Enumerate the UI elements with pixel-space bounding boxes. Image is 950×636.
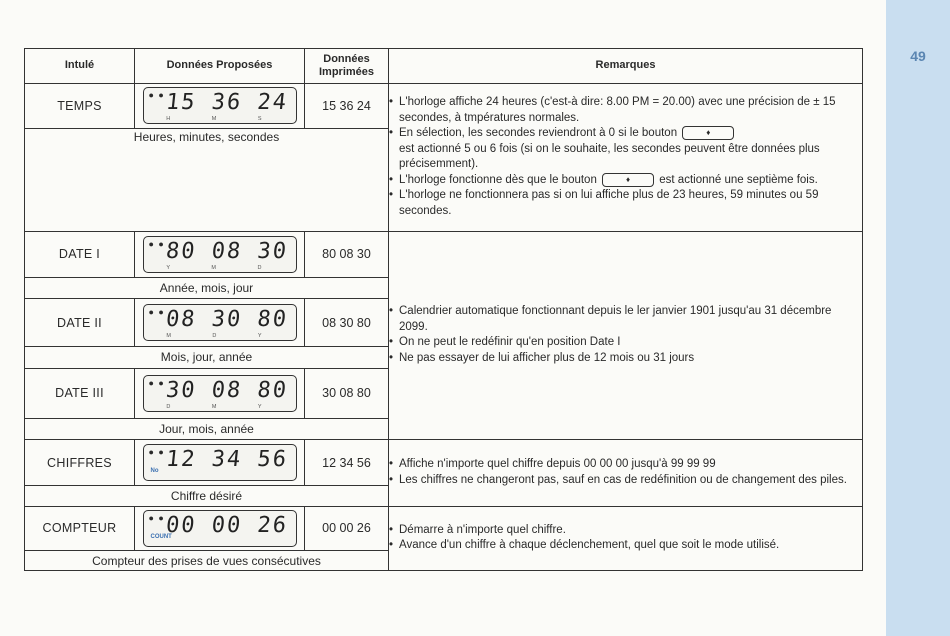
lcd-cell — [135, 231, 305, 277]
remark-item: • L'horloge fonctionne dès que le bouton ♦ est actionné une septième fois. — [389, 173, 818, 186]
lcd-indicator-icon: ● ● — [148, 447, 165, 458]
lcd-cell — [135, 83, 305, 128]
lcd-indicator-icon: ● ● — [148, 307, 165, 318]
row-description: Chiffre désiré — [25, 486, 389, 506]
row-description: Heures, minutes, secondes — [25, 128, 389, 231]
row-description: Compteur des prises de vues consécutives — [25, 551, 389, 571]
table-row — [25, 231, 863, 277]
header-label: Intulé — [25, 49, 135, 84]
remark-text: On ne peut le redéfinir qu'en position Date I — [399, 336, 621, 349]
remark-text: est actionné 5 ou 6 fois (si on le souhaite, les secondes peuvent être données plus précisemment). — [399, 142, 820, 171]
row-label: DATE II — [25, 299, 135, 347]
header-printed-line1: Données — [323, 52, 370, 65]
remark-item: • L'horloge ne fonctionnera pas si on lui affiche plus de 23 heures, 59 minutes ou 59 secondes. — [389, 189, 819, 217]
lcd-cell — [135, 368, 305, 418]
lcd-cell — [135, 440, 305, 486]
remark-item: • Ne pas essayer de lui afficher plus de 12 mois ou 31 jours — [389, 351, 695, 364]
header-proposed: Données Proposées — [135, 49, 305, 84]
remark-text: Ne pas essayer de lui afficher plus de 12 mois ou 31 jours — [399, 351, 695, 364]
remark-item: • Les chiffres ne changeront pas, sauf en cas de redéfinition ou de changement des piles. — [389, 473, 847, 486]
row-description: Jour, mois, année — [25, 418, 389, 439]
lcd-indicator-icon: ● ● — [148, 90, 165, 101]
page-number: 49 — [910, 48, 926, 64]
lcd-indicator-icon: ● ● — [148, 377, 165, 388]
remark-text: En sélection, les secondes reviendront à 0 si le bouton — [399, 127, 678, 140]
remarks-cell — [389, 83, 863, 231]
row-label: DATE III — [25, 368, 135, 418]
remark-text: L'horloge ne fonctionnera pas si on lui affiche plus de 23 heures, 59 minutes ou 59 secondes. — [399, 189, 819, 217]
row-label: CHIFFRES — [25, 440, 135, 486]
lcd-tag: COUNT — [150, 533, 172, 540]
printed-value: 00 00 26 — [305, 506, 389, 551]
remark-item: • Avance d'un chiffre à chaque déclenchement, quel que soit le mode utilisé. — [389, 539, 780, 552]
printed-value: 08 30 80 — [305, 299, 389, 347]
remark-text: Démarre à n'importe quel chiffre. — [399, 523, 566, 536]
lcd-digits: 08 30 80 — [164, 307, 289, 333]
row-description: Année, mois, jour — [25, 277, 389, 298]
printed-value: 80 08 30 — [305, 231, 389, 277]
lcd-digits: 80 08 30 — [164, 238, 289, 264]
table-row — [25, 506, 863, 551]
lcd-units: M D Y — [166, 333, 282, 340]
lcd-indicator-icon: ● ● — [148, 238, 165, 249]
remark-text: Avance d'un chiffre à chaque déclenchement, quel que soit le mode utilisé. — [399, 539, 780, 552]
row-label: COMPTEUR — [25, 506, 135, 551]
header-remarks: Remarques — [389, 49, 863, 84]
printed-value: 12 34 56 — [305, 440, 389, 486]
lcd-digits: 15 36 24 — [164, 90, 289, 116]
data-display-table — [24, 48, 863, 571]
table-header-row — [25, 49, 863, 84]
lcd-cell — [135, 299, 305, 347]
printed-value: 15 36 24 — [305, 83, 389, 128]
remark-text: Calendrier automatique fonctionnant depuis le ler janvier 1901 jusqu'au 31 décembre 2099. — [399, 305, 832, 333]
remark-text: est actionné une septième fois. — [659, 173, 818, 186]
row-description: Mois, jour, année — [25, 347, 389, 368]
remark-item: • Démarre à n'importe quel chiffre. — [389, 523, 566, 536]
lcd-digits: 30 08 80 — [164, 377, 289, 403]
table-row — [25, 83, 863, 128]
remark-item: • L'horloge affiche 24 heures (c'est-à dire: 8.00 PM = 20.00) avec une précision de ± 15 secondes, à tmpératures normales. — [389, 96, 836, 124]
remark-item: • Affiche n'importe quel chiffre depuis 00 00 00 jusqu'à 99 99 99 — [389, 458, 716, 471]
lcd-units: H M S — [166, 116, 282, 123]
diamond-button-icon: ♦ — [682, 126, 734, 140]
lcd-display — [143, 236, 297, 273]
remark-text: L'horloge affiche 24 heures (c'est-à dire: 8.00 PM = 20.00) avec une précision de ± 15 secondes, à tmpératures normales. — [399, 96, 836, 124]
remarks-cell — [389, 231, 863, 439]
lcd-display — [143, 444, 297, 481]
row-label: TEMPS — [25, 83, 135, 128]
lcd-tag: No — [150, 468, 159, 475]
lcd-digits: 12 34 56 — [164, 447, 289, 473]
lcd-units: Y M D — [166, 264, 282, 271]
header-printed-line2: Imprimées — [318, 65, 375, 78]
lcd-display — [143, 87, 297, 124]
table-row — [25, 440, 863, 486]
remark-item: • En sélection, les secondes reviendront à 0 si le bouton ♦ est actionné 5 ou 6 fois (si on le souhaite, les secondes peuvent être données plus précisemment). — [389, 127, 820, 171]
lcd-display — [143, 375, 297, 412]
lcd-display — [143, 510, 297, 547]
remark-item: • On ne peut le redéfinir qu'en position Date I — [389, 336, 621, 349]
diamond-button-icon: ♦ — [602, 173, 654, 187]
lcd-indicator-icon: ● ● — [148, 512, 165, 523]
lcd-cell — [135, 506, 305, 551]
remark-text: Les chiffres ne changeront pas, sauf en cas de redéfinition ou de changement des piles. — [399, 473, 847, 486]
remarks-cell — [389, 506, 863, 570]
remark-text: L'horloge fonctionne dès que le bouton — [399, 173, 597, 186]
remarks-cell — [389, 440, 863, 506]
header-printed — [305, 49, 389, 84]
printed-value: 30 08 80 — [305, 368, 389, 418]
remark-text: Affiche n'importe quel chiffre depuis 00 00 00 jusqu'à 99 99 99 — [399, 458, 716, 471]
row-label: DATE I — [25, 231, 135, 277]
page-margin-band — [886, 0, 950, 636]
lcd-units: D M Y — [166, 403, 282, 410]
remark-item: • Calendrier automatique fonctionnant depuis le ler janvier 1901 jusqu'au 31 décembre 2099. — [389, 305, 832, 333]
lcd-digits: 00 00 26 — [164, 512, 289, 538]
lcd-display — [143, 304, 297, 341]
